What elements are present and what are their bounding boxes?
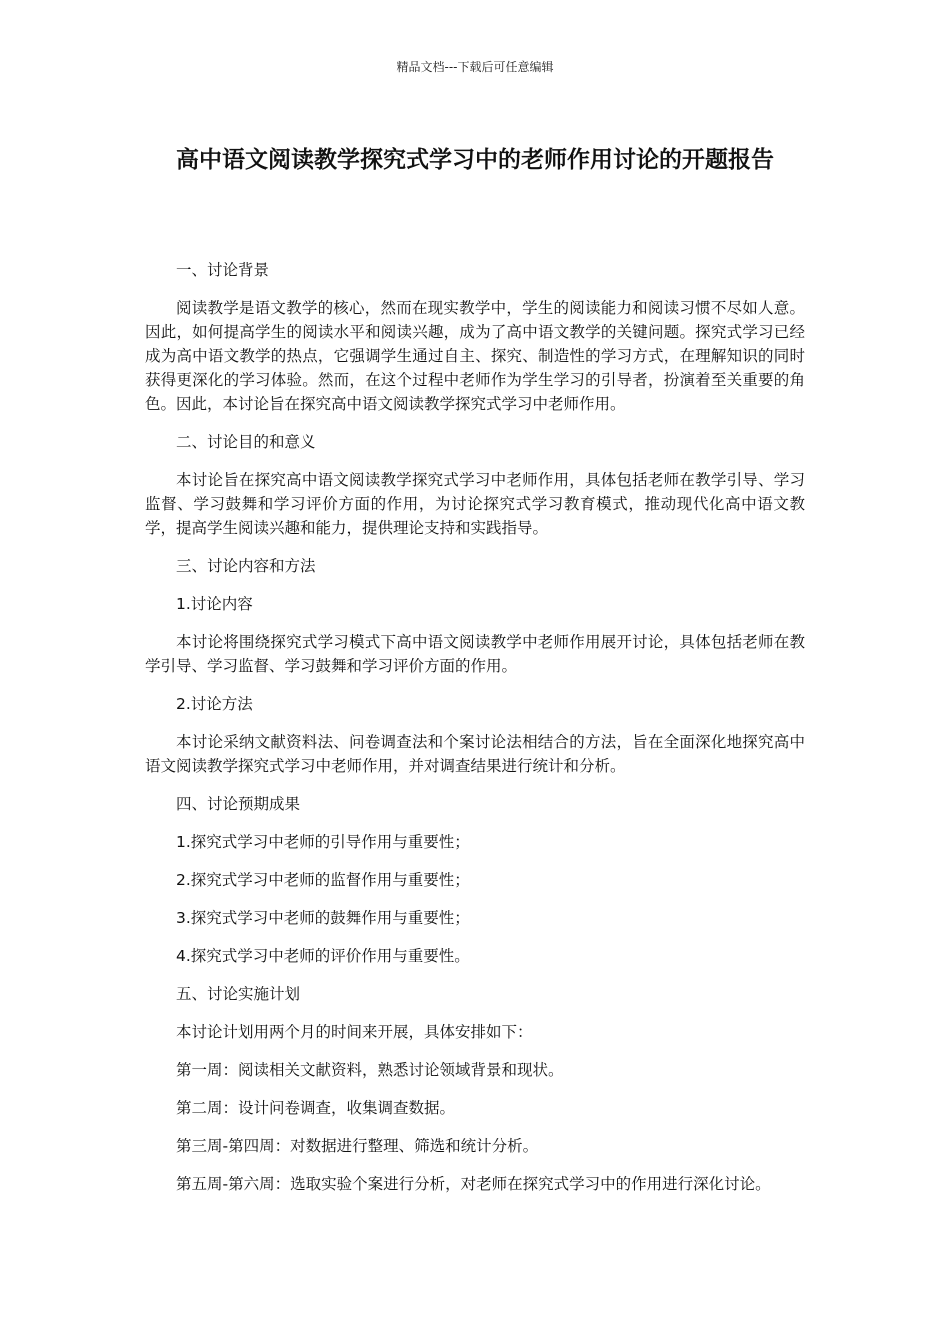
- list-item: 3.探究式学习中老师的鼓舞作用与重要性；: [176, 909, 470, 927]
- plan-item: 第五周-第六周：选取实验个案进行分析，对老师在探究式学习中的作用进行深化讨论。: [176, 1175, 771, 1193]
- header-note: 精品文档---下载后可任意编辑: [396, 60, 554, 74]
- plan-item: 第三周-第四周：对数据进行整理、筛选和统计分析。: [176, 1137, 539, 1155]
- plan-item: 第二周：设计问卷调查，收集调查数据。: [176, 1099, 456, 1117]
- subheading-content: 1.讨论内容: [176, 595, 253, 613]
- section-heading-plan: 五、讨论实施计划: [176, 985, 301, 1003]
- document-title: 高中语文阅读教学探究式学习中的老师作用讨论的开题报告: [176, 147, 774, 173]
- list-item: 2.探究式学习中老师的监督作用与重要性；: [176, 871, 470, 889]
- paragraph-purpose: 本讨论旨在探究高中语文阅读教学探究式学习中老师作用，具体包括老师在教学引导、学习监督、学习鼓舞和学习评价方面的作用，为讨论探究式学习教育模式，推动现代化高中语文教学，提高学生阅读兴趣和能力，提供理论支持和实践指导。: [145, 471, 805, 537]
- list-item: 4.探究式学习中老师的评价作用与重要性。: [176, 947, 470, 965]
- list-item: 1.探究式学习中老师的引导作用与重要性；: [176, 833, 470, 851]
- section-heading-purpose: 二、讨论目的和意义: [176, 433, 316, 451]
- section-heading-outcomes: 四、讨论预期成果: [176, 795, 301, 813]
- plan-item: 第一周：阅读相关文献资料，熟悉讨论领域背景和现状。: [176, 1061, 564, 1079]
- paragraph-method: 本讨论采纳文献资料法、问卷调查法和个案讨论法相结合的方法，旨在全面深化地探究高中语文阅读教学探究式学习中老师作用，并对调查结果进行统计和分析。: [145, 733, 805, 775]
- paragraph-background: 阅读教学是语文教学的核心，然而在现实教学中，学生的阅读能力和阅读习惯不尽如人意。因此，如何提高学生的阅读水平和阅读兴趣，成为了高中语文教学的关键问题。探究式学习已经成为高中语文教学的热点，它强调学生通过自主、探究、制造性的学习方式，在理解知识的同时获得更深化的学习体验。然而，在这个过程中老师作为学生学习的引导者，扮演着至关重要的角色。因此，本讨论旨在探究高中语文阅读教学探究式学习中老师作用。: [145, 299, 805, 413]
- section-heading-background: 一、讨论背景: [176, 261, 270, 279]
- paragraph-content: 本讨论将围绕探究式学习模式下高中语文阅读教学中老师作用展开讨论，具体包括老师在教学引导、学习监督、学习鼓舞和学习评价方面的作用。: [145, 633, 805, 675]
- subheading-method: 2.讨论方法: [176, 695, 253, 713]
- document-body: [145, 258, 805, 1210]
- section-heading-content-method: 三、讨论内容和方法: [176, 557, 316, 575]
- plan-intro: 本讨论计划用两个月的时间来开展，具体安排如下：: [176, 1023, 533, 1041]
